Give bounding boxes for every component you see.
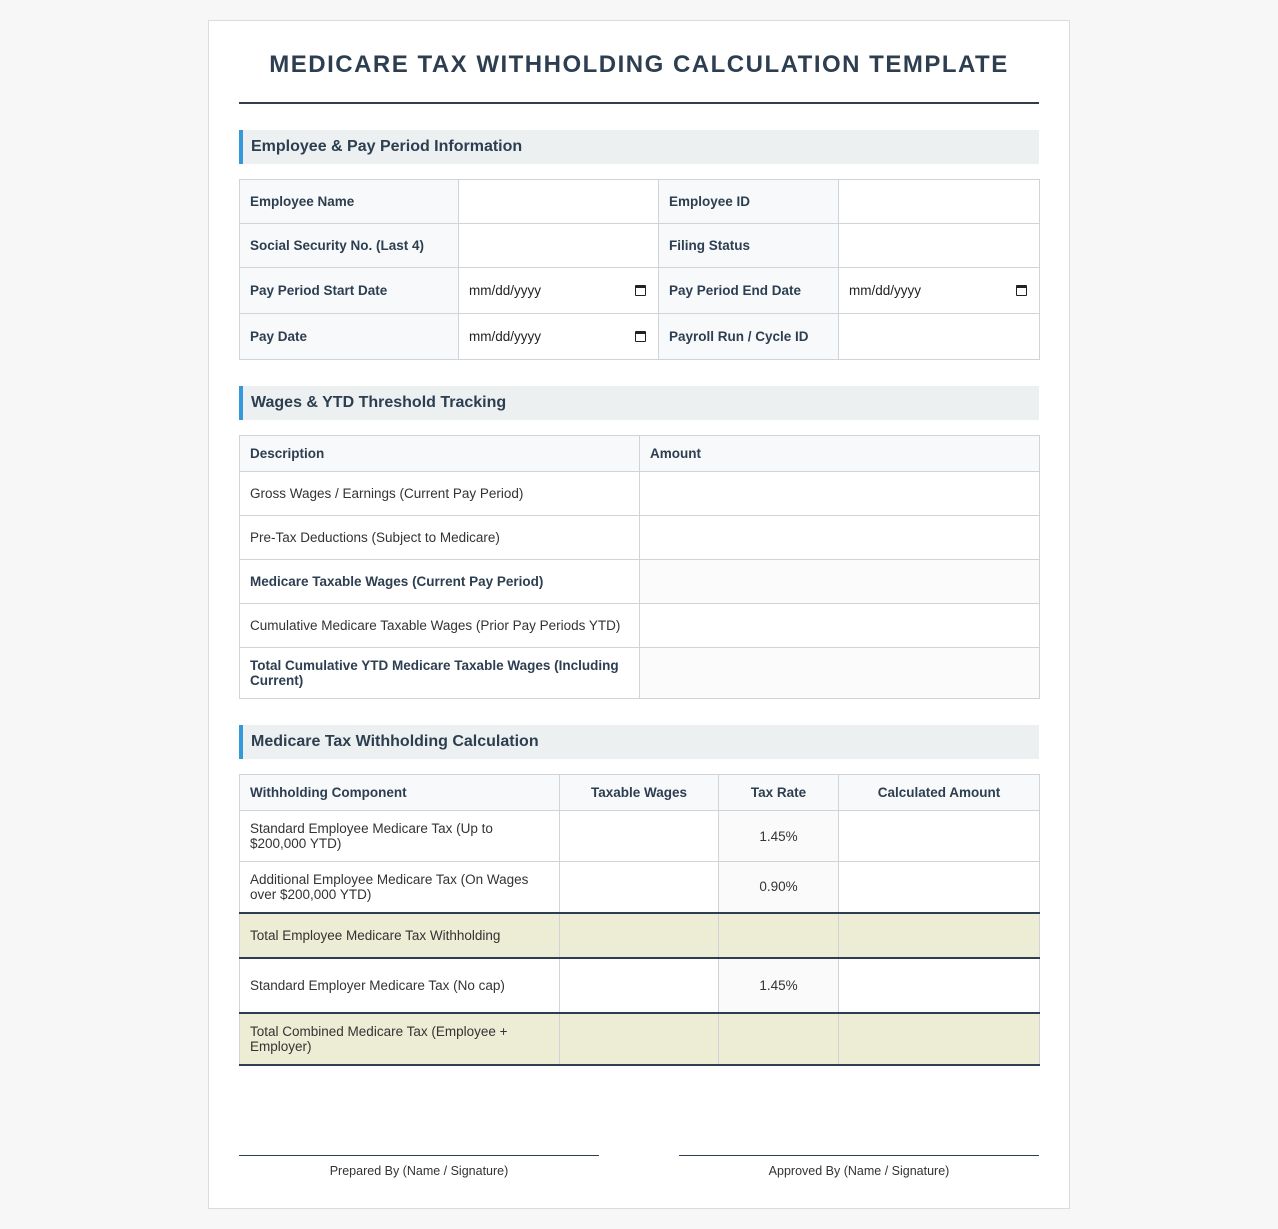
total-row	[240, 1013, 1040, 1065]
table-row	[240, 516, 1040, 560]
employee-name-label: Employee Name	[240, 180, 459, 224]
component-label: Standard Employee Medicare Tax (Up to $200,000 YTD)	[240, 811, 560, 862]
payroll-run-field[interactable]	[839, 314, 1040, 360]
document-page	[208, 20, 1070, 1209]
taxable-wages-field[interactable]	[560, 913, 719, 958]
tax-rate	[719, 913, 839, 958]
table-row	[240, 862, 1040, 913]
column-header-amount: Amount	[640, 436, 1040, 472]
amount-field[interactable]	[640, 560, 1040, 604]
tax-rate: 0.90%	[719, 862, 839, 913]
component-label: Additional Employee Medicare Tax (On Wages over $200,000 YTD)	[240, 862, 560, 913]
calculated-amount-field[interactable]	[839, 862, 1040, 913]
column-header-calculated-amount: Calculated Amount	[839, 775, 1040, 811]
pay-period-end-label: Pay Period End Date	[659, 268, 839, 314]
taxable-wages-field[interactable]	[560, 862, 719, 913]
page-title: MEDICARE TAX WITHHOLDING CALCULATION TEMPLATE	[239, 21, 1039, 104]
column-header-tax-rate: Tax Rate	[719, 775, 839, 811]
employee-name-field[interactable]	[459, 180, 659, 224]
pay-period-end-date-input[interactable]	[839, 268, 1040, 314]
total-row	[240, 913, 1040, 958]
date-placeholder: mm/dd/yyyy	[849, 283, 922, 298]
section-header-employee: Employee & Pay Period Information	[239, 130, 1039, 164]
component-label: Total Combined Medicare Tax (Employee + Employer)	[240, 1013, 560, 1065]
component-label: Total Employee Medicare Tax Withholding	[240, 913, 560, 958]
table-row	[240, 604, 1040, 648]
employee-id-label: Employee ID	[659, 180, 839, 224]
column-header-component: Withholding Component	[240, 775, 560, 811]
component-label: Standard Employer Medicare Tax (No cap)	[240, 958, 560, 1013]
calculated-amount-field[interactable]	[839, 1013, 1040, 1065]
wages-table	[239, 435, 1040, 699]
amount-field[interactable]	[640, 516, 1040, 560]
prepared-by-signature[interactable]: Prepared By (Name / Signature)	[239, 1155, 599, 1178]
pay-date-input[interactable]	[459, 314, 659, 360]
wage-description: Gross Wages / Earnings (Current Pay Period)	[240, 472, 640, 516]
taxable-wages-field[interactable]	[560, 1013, 719, 1065]
pay-period-start-label: Pay Period Start Date	[240, 268, 459, 314]
calculated-amount-field[interactable]	[839, 913, 1040, 958]
tax-rate: 1.45%	[719, 958, 839, 1013]
ssn-field[interactable]	[459, 224, 659, 268]
calculated-amount-field[interactable]	[839, 811, 1040, 862]
date-placeholder: mm/dd/yyyy	[469, 329, 542, 344]
calculated-amount-field[interactable]	[839, 958, 1040, 1013]
taxable-wages-field[interactable]	[560, 958, 719, 1013]
table-row	[240, 648, 1040, 699]
amount-field[interactable]	[640, 648, 1040, 699]
section-header-wages: Wages & YTD Threshold Tracking	[239, 386, 1039, 420]
ssn-label: Social Security No. (Last 4)	[240, 224, 459, 268]
section-header-calculation: Medicare Tax Withholding Calculation	[239, 725, 1039, 759]
wage-description: Cumulative Medicare Taxable Wages (Prior Pay Periods YTD)	[240, 604, 640, 648]
calendar-icon[interactable]	[1016, 285, 1027, 296]
taxable-wages-field[interactable]	[560, 811, 719, 862]
pay-period-start-date-input[interactable]	[459, 268, 659, 314]
wage-description: Total Cumulative YTD Medicare Taxable Wages (Including Current)	[240, 648, 640, 699]
amount-field[interactable]	[640, 604, 1040, 648]
tax-rate: 1.45%	[719, 811, 839, 862]
table-header-row	[240, 775, 1040, 811]
signature-block	[239, 1155, 1039, 1178]
pay-date-label: Pay Date	[240, 314, 459, 360]
filing-status-label: Filing Status	[659, 224, 839, 268]
table-row	[240, 560, 1040, 604]
payroll-run-label: Payroll Run / Cycle ID	[659, 314, 839, 360]
filing-status-field[interactable]	[839, 224, 1040, 268]
wage-description: Medicare Taxable Wages (Current Pay Period)	[240, 560, 640, 604]
approved-by-signature[interactable]: Approved By (Name / Signature)	[679, 1155, 1039, 1178]
table-row	[240, 224, 1040, 268]
wage-description: Pre-Tax Deductions (Subject to Medicare)	[240, 516, 640, 560]
employee-info-table	[239, 179, 1040, 360]
table-row	[240, 811, 1040, 862]
table-row	[240, 472, 1040, 516]
column-header-description: Description	[240, 436, 640, 472]
table-header-row	[240, 436, 1040, 472]
column-header-taxable-wages: Taxable Wages	[560, 775, 719, 811]
table-row	[240, 180, 1040, 224]
table-row	[240, 958, 1040, 1013]
employee-id-field[interactable]	[839, 180, 1040, 224]
calendar-icon[interactable]	[635, 285, 646, 296]
tax-rate	[719, 1013, 839, 1065]
table-row	[240, 268, 1040, 314]
date-placeholder: mm/dd/yyyy	[469, 283, 542, 298]
amount-field[interactable]	[640, 472, 1040, 516]
table-row	[240, 314, 1040, 360]
calendar-icon[interactable]	[635, 331, 646, 342]
calculation-table	[239, 774, 1040, 1066]
